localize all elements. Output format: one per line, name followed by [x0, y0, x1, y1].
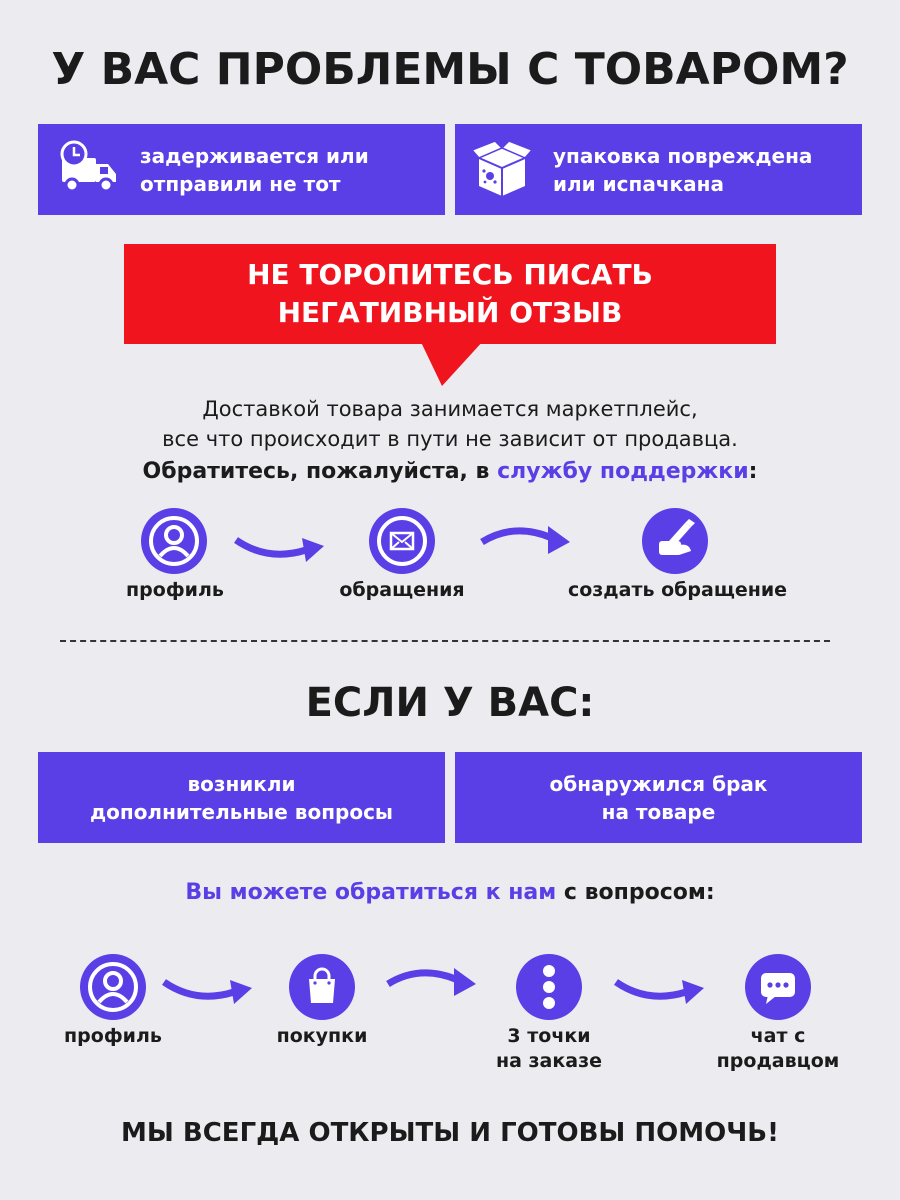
support-cta-after: : — [748, 459, 758, 484]
contact-cta-after: с вопросом: — [556, 880, 715, 905]
banner-line1: НЕ ТОРОПИТЕСЬ ПИСАТЬ — [247, 258, 653, 291]
shopping-bag-icon — [289, 954, 355, 1020]
step1-label-create-request: создать обращение — [567, 579, 788, 601]
arrow-right-icon — [384, 962, 480, 1000]
info-text — [0, 394, 900, 454]
case-defect-line2: на товаре — [601, 799, 716, 824]
support-cta — [0, 459, 900, 484]
banner-line2: НЕГАТИВНЫЙ ОТЗЫВ — [277, 296, 623, 329]
damaged-box-icon — [469, 138, 535, 202]
warning-banner — [124, 244, 776, 344]
step2-purchases-line1: покупки — [276, 1025, 368, 1047]
step2-label-three-dots — [469, 1024, 629, 1074]
footer-slogan: МЫ ВСЕГДА ОТКРЫТЫ И ГОТОВЫ ПОМОЧЬ! — [121, 1118, 779, 1148]
dashed-divider — [60, 640, 830, 642]
arrow-right-icon — [160, 972, 256, 1010]
three-dots-icon — [516, 954, 582, 1020]
case-defect-line1: обнаружился брак — [549, 771, 768, 796]
contact-cta-highlight: Вы можете обратиться к нам — [185, 880, 557, 905]
case-card-questions — [38, 752, 445, 843]
problem-card-package — [455, 124, 862, 215]
banner-speech-tail — [420, 340, 484, 386]
step2-chat-line1: чат с — [750, 1025, 806, 1047]
step2-label-purchases — [242, 1024, 402, 1049]
page-title: У ВАС ПРОБЛЕМЫ С ТОВАРОМ? — [51, 44, 849, 95]
delivery-truck-clock-icon — [60, 140, 122, 200]
arrow-right-icon — [478, 520, 574, 558]
step2-chat-line2: продавцом — [716, 1050, 840, 1072]
step1-label-profile: профиль — [126, 579, 224, 601]
info-line1: Доставкой товара занимается маркетплейс, — [202, 397, 698, 421]
problem-package-line1: упаковка повреждена — [553, 143, 813, 168]
support-cta-highlight: службу поддержки — [497, 459, 749, 484]
step2-profile-line1: профиль — [64, 1025, 162, 1047]
step1-label-requests: обращения — [339, 579, 465, 601]
arrow-right-icon — [612, 972, 708, 1010]
step2-label-seller-chat — [698, 1024, 858, 1074]
problem-delivery-line1: задерживается или — [140, 143, 369, 168]
case-questions-line1: возникли — [187, 771, 296, 796]
profile-icon — [141, 508, 207, 574]
section-heading: ЕСЛИ У ВАС: — [305, 680, 595, 726]
support-cta-before: Обратитесь, пожалуйста, в — [142, 459, 498, 484]
step2-dots-line1: 3 точки — [507, 1025, 591, 1047]
envelope-icon — [369, 508, 435, 574]
contact-cta — [0, 880, 900, 905]
problem-package-line2: или испачкана — [553, 171, 724, 196]
step2-label-profile — [33, 1024, 193, 1049]
chat-bubble-icon — [745, 954, 811, 1020]
arrow-right-icon — [232, 530, 328, 568]
case-questions-line2: дополнительные вопросы — [89, 799, 394, 824]
problem-delivery-line2: отправили не тот — [140, 171, 341, 196]
problem-card-delivery — [38, 124, 445, 215]
profile-icon — [80, 954, 146, 1020]
step2-dots-line2: на заказе — [495, 1050, 603, 1072]
info-line2: все что происходит в пути не зависит от продавца. — [162, 427, 738, 451]
write-hand-icon — [642, 508, 708, 574]
case-card-defect — [455, 752, 862, 843]
